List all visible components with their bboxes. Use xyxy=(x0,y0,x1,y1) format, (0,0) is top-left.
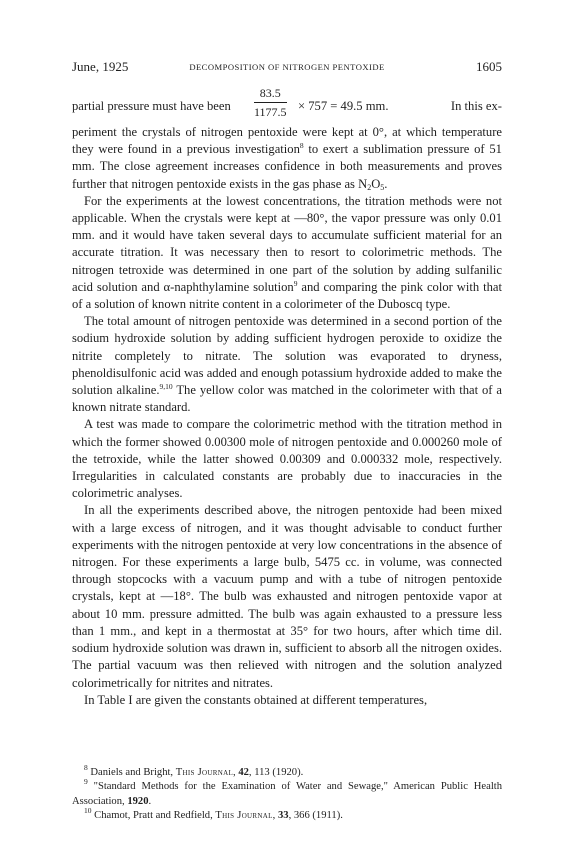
fraction-numerator: 83.5 xyxy=(254,86,287,103)
footnote-ref: 9,10 xyxy=(159,382,173,392)
equation-result: × 757 = 49.5 mm. xyxy=(298,99,389,113)
footnote-ref: 8 xyxy=(299,141,304,151)
text-run: to exert a sublimation pressure of 51 mm. The close agreement increases confidence in both measurements and proves further that nitrogen pentoxide exists in the gas phase as N xyxy=(72,142,502,191)
paragraph-5: In all the experiments described above, the nitrogen pentoxide had been mixed with a large excess of nitrogen, and it was thought advisable to conduct further experiments with the nitrogen pentoxide at very low concentrations in the absence of nitrogen. For these experiments a large bulb, 5475 cc. in volume, was connected through stopcocks with a vacuum pump and with a tube of nitrogen pentoxide crystals, kept at —18°. The bulb was exhausted and nitrogen pentoxide vapor at about 10 mm. pressure admitted. The bulb was again exhausted to a pressure less than 1 mm., and kept in a thermostat at 35° for two hours, after which time dil. sodium hydroxide solution was drawn in, sufficient to absorb all the nitrogen oxides. The partial vacuum was then relieved with nitrogen and the solution analyzed colorimetrically for nitrites and nitrates. xyxy=(72,503,502,690)
text-run: periment the crystals of nitrogen pentoxide were kept at 0°, at which temperature they were found in a previous investigation xyxy=(72,125,502,157)
header-date: June, 1925 xyxy=(72,59,129,74)
journal-name: This Journal xyxy=(175,767,234,778)
footnote-mark: 8 xyxy=(84,763,88,772)
text-run: . xyxy=(384,176,388,191)
running-title: DECOMPOSITION OF NITROGEN PENTOXIDE xyxy=(189,62,385,72)
footnote-text: . xyxy=(148,795,152,807)
text-run: For the experiments at the lowest concentrations, the titration methods were not applicable. When the crystals were kept at —80°, the vapor pressure was only 0.01 mm. and it would have taken several days to accumulate sufficient material for an accurate titration. It was necessary then to resort to colorimetric methods. The nitrogen tetroxide was determined in one part of the solution by adding sulfanilic acid solution and α-naphthylamine solution xyxy=(72,193,502,294)
equation-line xyxy=(72,86,502,124)
footnote-text: "Standard Methods for the Examination of Water and Sewage," American Public Health Association, xyxy=(72,781,503,807)
page-number: 1605 xyxy=(476,59,502,74)
text-run: The total amount of nitrogen pentoxide was determined in a second portion of the sodium hydroxide solution by adding sufficient hydrogen peroxide to oxidize the nitrite completely to nitrate. The solution was evaporated to dryness, phenoldisulfonic acid was added and enough potassium hydroxide added to make the solution alkaline. xyxy=(72,314,502,398)
equation-tail-text: In this ex- xyxy=(450,99,502,113)
footnote-ref: 9 xyxy=(293,278,298,288)
footnote-8: $^8$ Daniels and Bright, This Journal, 42, 113 (1920). xyxy=(84,763,304,778)
footnote-text: Daniels and Bright, xyxy=(90,767,176,778)
paragraph-1-continued xyxy=(72,124,502,193)
footnote-text: , 113 (1920). xyxy=(248,767,304,778)
volume-number: 33 xyxy=(277,810,289,822)
volume-number: 42 xyxy=(238,767,249,778)
footnote-9 xyxy=(72,777,503,809)
subscript: 5 xyxy=(380,182,385,192)
footnote-text: Chamot, Pratt and Redfield, xyxy=(94,810,216,822)
paragraph-4: A test was made to compare the colorimetric method with the titration method in which the former showed 0.00300 mole of nitrogen pentoxide and 0.000260 mole of the tetroxide, while the latter showed 0.00309 and 0.000332 mole, respectively. Irregularities in calculated constants are probably due to inaccuracies in the colorimetric analyses. xyxy=(72,417,502,501)
page-header xyxy=(72,58,502,78)
journal-name: This Journal xyxy=(215,810,273,822)
footnotes xyxy=(72,763,503,824)
text-run: and comparing the pink color with that of a solution of known nitrite content in a colorimeter of the Duboscq type. xyxy=(72,279,502,312)
paragraph-2 xyxy=(72,193,502,313)
footnote-mark: 10 xyxy=(84,806,92,816)
equation-lead-text: partial pressure must have been xyxy=(72,99,231,113)
footnote-year: 1920 xyxy=(127,795,149,807)
paragraph-3 xyxy=(72,313,502,416)
footnote-mark: 9 xyxy=(84,777,88,787)
text-run: O xyxy=(371,176,381,191)
body-text xyxy=(72,86,502,709)
pressure-fraction xyxy=(254,86,287,120)
footnote-10: $^{10}$ Chamot, Pratt and Redfield, This Journal, 33, 366 (1911). xyxy=(84,806,343,822)
footnote-text: , 366 (1911). xyxy=(288,810,343,822)
paragraph-6: In Table I are given the constants obtained at different temperatures, xyxy=(84,692,428,707)
fraction-denominator: 1177.5 xyxy=(254,105,287,119)
subscript: 2 xyxy=(367,182,372,192)
text-run: The yellow color was matched in the colorimeter with that of a known nitrate standard. xyxy=(72,383,502,415)
